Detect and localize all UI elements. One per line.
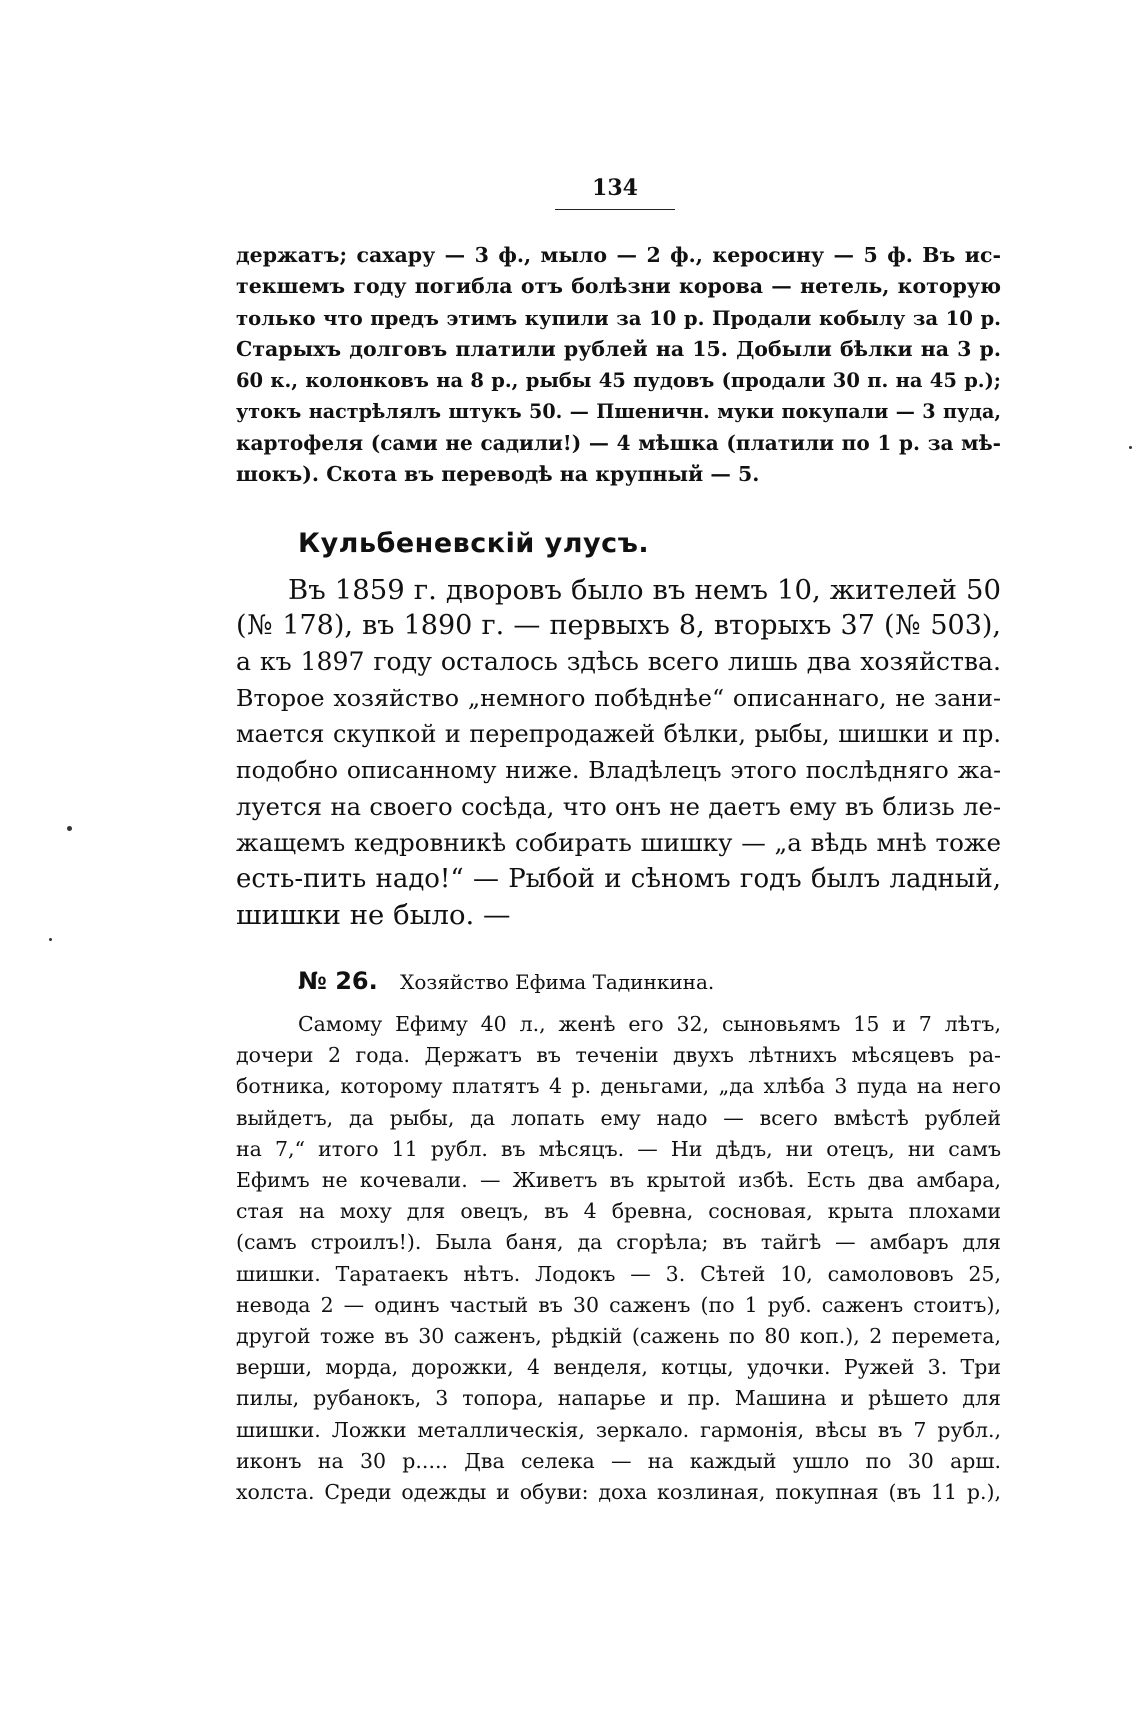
text-line: верши, морда, дорожки, 4 венделя, котцы, удочки. Ружей 3. Три [236,1355,1001,1380]
text-line: Ефимъ не кочевали. — Живетъ въ крытой избѣ. Есть два амбара, [236,1168,1001,1193]
text-line: шишки. Таратаекъ нѣтъ. Лодокъ — 3. Сѣтей 10, самолововъ 25, [236,1261,1001,1286]
text-line: Самому Ефиму 40 л., женѣ его 32, сыновьямъ 15 и 7 лѣтъ, [298,1012,1001,1036]
text-line: утокъ настрѣлялъ штукъ 50. — Пшеничн. муки покупали — 3 пуда, [236,400,1001,424]
text-line: жащемъ кедровникѣ собирать шишку — „а вѣдь мнѣ тоже [236,827,1001,857]
text-line: (самъ строилъ!). Была баня, да сгорѣла; въ тайгѣ — амбаръ для [236,1230,1001,1255]
text-line: Въ 1859 г. дворовъ было въ немъ 10, жителей 50 [288,574,1001,606]
text-line: Старыхъ долговъ платили рублей на 15. Добыли бѣлки на 3 р. [236,336,1001,361]
text-line: иконъ на 30 р..... Два селека — на каждый ушло по 30 арш. [236,1448,1001,1473]
scan-speck [49,938,52,941]
text-line: мается скупкой и перепродажей бѣлки, рыбы, шишки и пр. [236,720,1001,749]
text-line: стая на моху для овецъ, въ 4 бревна, сосновая, крыта плохами [236,1199,1001,1224]
page-number-rule [555,209,675,210]
paragraph-3 [236,1009,1001,1508]
paragraph-2 [236,572,1001,933]
scan-speck [67,826,72,831]
text-line: другой тоже въ 30 саженъ, рѣдкій (сажень по 80 коп.), 2 перемета, [236,1324,1001,1349]
scan-speck [1129,446,1132,449]
text-line: невода 2 — одинъ частый въ 30 саженъ (по 1 руб. саженъ стоитъ), [236,1292,1001,1317]
section-heading: Кульбеневскій улусъ. [298,528,650,559]
text-line: ботника, которому платятъ 4 р. деньгами, „да хлѣба 3 пуда на него [236,1074,1001,1099]
text-line: холста. Среди одежды и обуви: доха козлиная, покупная (въ 11 р.), [236,1480,1001,1505]
text-line: подобно описанному ниже. Владѣлецъ этого послѣдняго жа- [236,756,1001,785]
text-line: держатъ; сахару — 3 ф., мыло — 2 ф., керосину — 5 ф. Въ ис- [236,243,1001,267]
text-line: шишки. Ложки металлическія, зеркало. гармонія, вѣсы въ 7 рубл., [236,1417,1001,1442]
text-line: текшемъ году погибла отъ болѣзни корова — нетель, которую [236,274,1001,299]
text-line: луется на своего сосѣда, что онъ не даетъ ему въ близь ле- [236,792,1001,821]
text-line: шишки не было. — [236,898,511,931]
entry-number: № 26. [298,967,378,995]
text-line: выйдетъ, да рыбы, да лопать ему надо — всего вмѣстѣ рублей [236,1105,1001,1130]
text-line: картофеля (сами не садили!) — 4 мѣшка (платили по 1 р. за мѣ- [236,430,1001,455]
page-number: 134 [592,175,638,201]
entry-title: Хозяйство Ефима Тадинкина. [400,970,715,994]
text-line: шокъ). Скота въ переводѣ на крупный — 5. [236,462,760,487]
text-line: (№ 178), въ 1890 г. — первыхъ 8, вторыхъ 37 (№ 503), [236,610,1001,642]
text-line: на 7,“ итого 11 рубл. въ мѣсяцъ. — Ни дѣдъ, ни отецъ, ни самъ [236,1136,1001,1161]
text-line: пилы, рубанокъ, 3 топора, напарье и пр. Машина и рѣшето для [236,1386,1001,1411]
entry-header [298,967,714,995]
text-line: дочери 2 года. Держатъ въ теченіи двухъ лѣтнихъ мѣсяцевъ ра- [236,1043,1001,1068]
text-line: только что предъ этимъ купили за 10 р. Продали кобылу за 10 р. [236,306,1001,330]
text-line: 60 к., колонковъ на 8 р., рыбы 45 пудовъ (продали 30 п. на 45 р.); [236,369,1001,393]
paragraph-1 [236,240,1001,490]
text-line: а къ 1897 году осталось здѣсь всего лишь два хозяйства. [236,647,1001,677]
text-line: есть-пить надо!“ — Рыбой и сѣномъ годъ былъ ладный, [236,863,1001,894]
text-line: Второе хозяйство „немного побѣднѣе“ описаннаго, не зани- [236,684,1001,713]
